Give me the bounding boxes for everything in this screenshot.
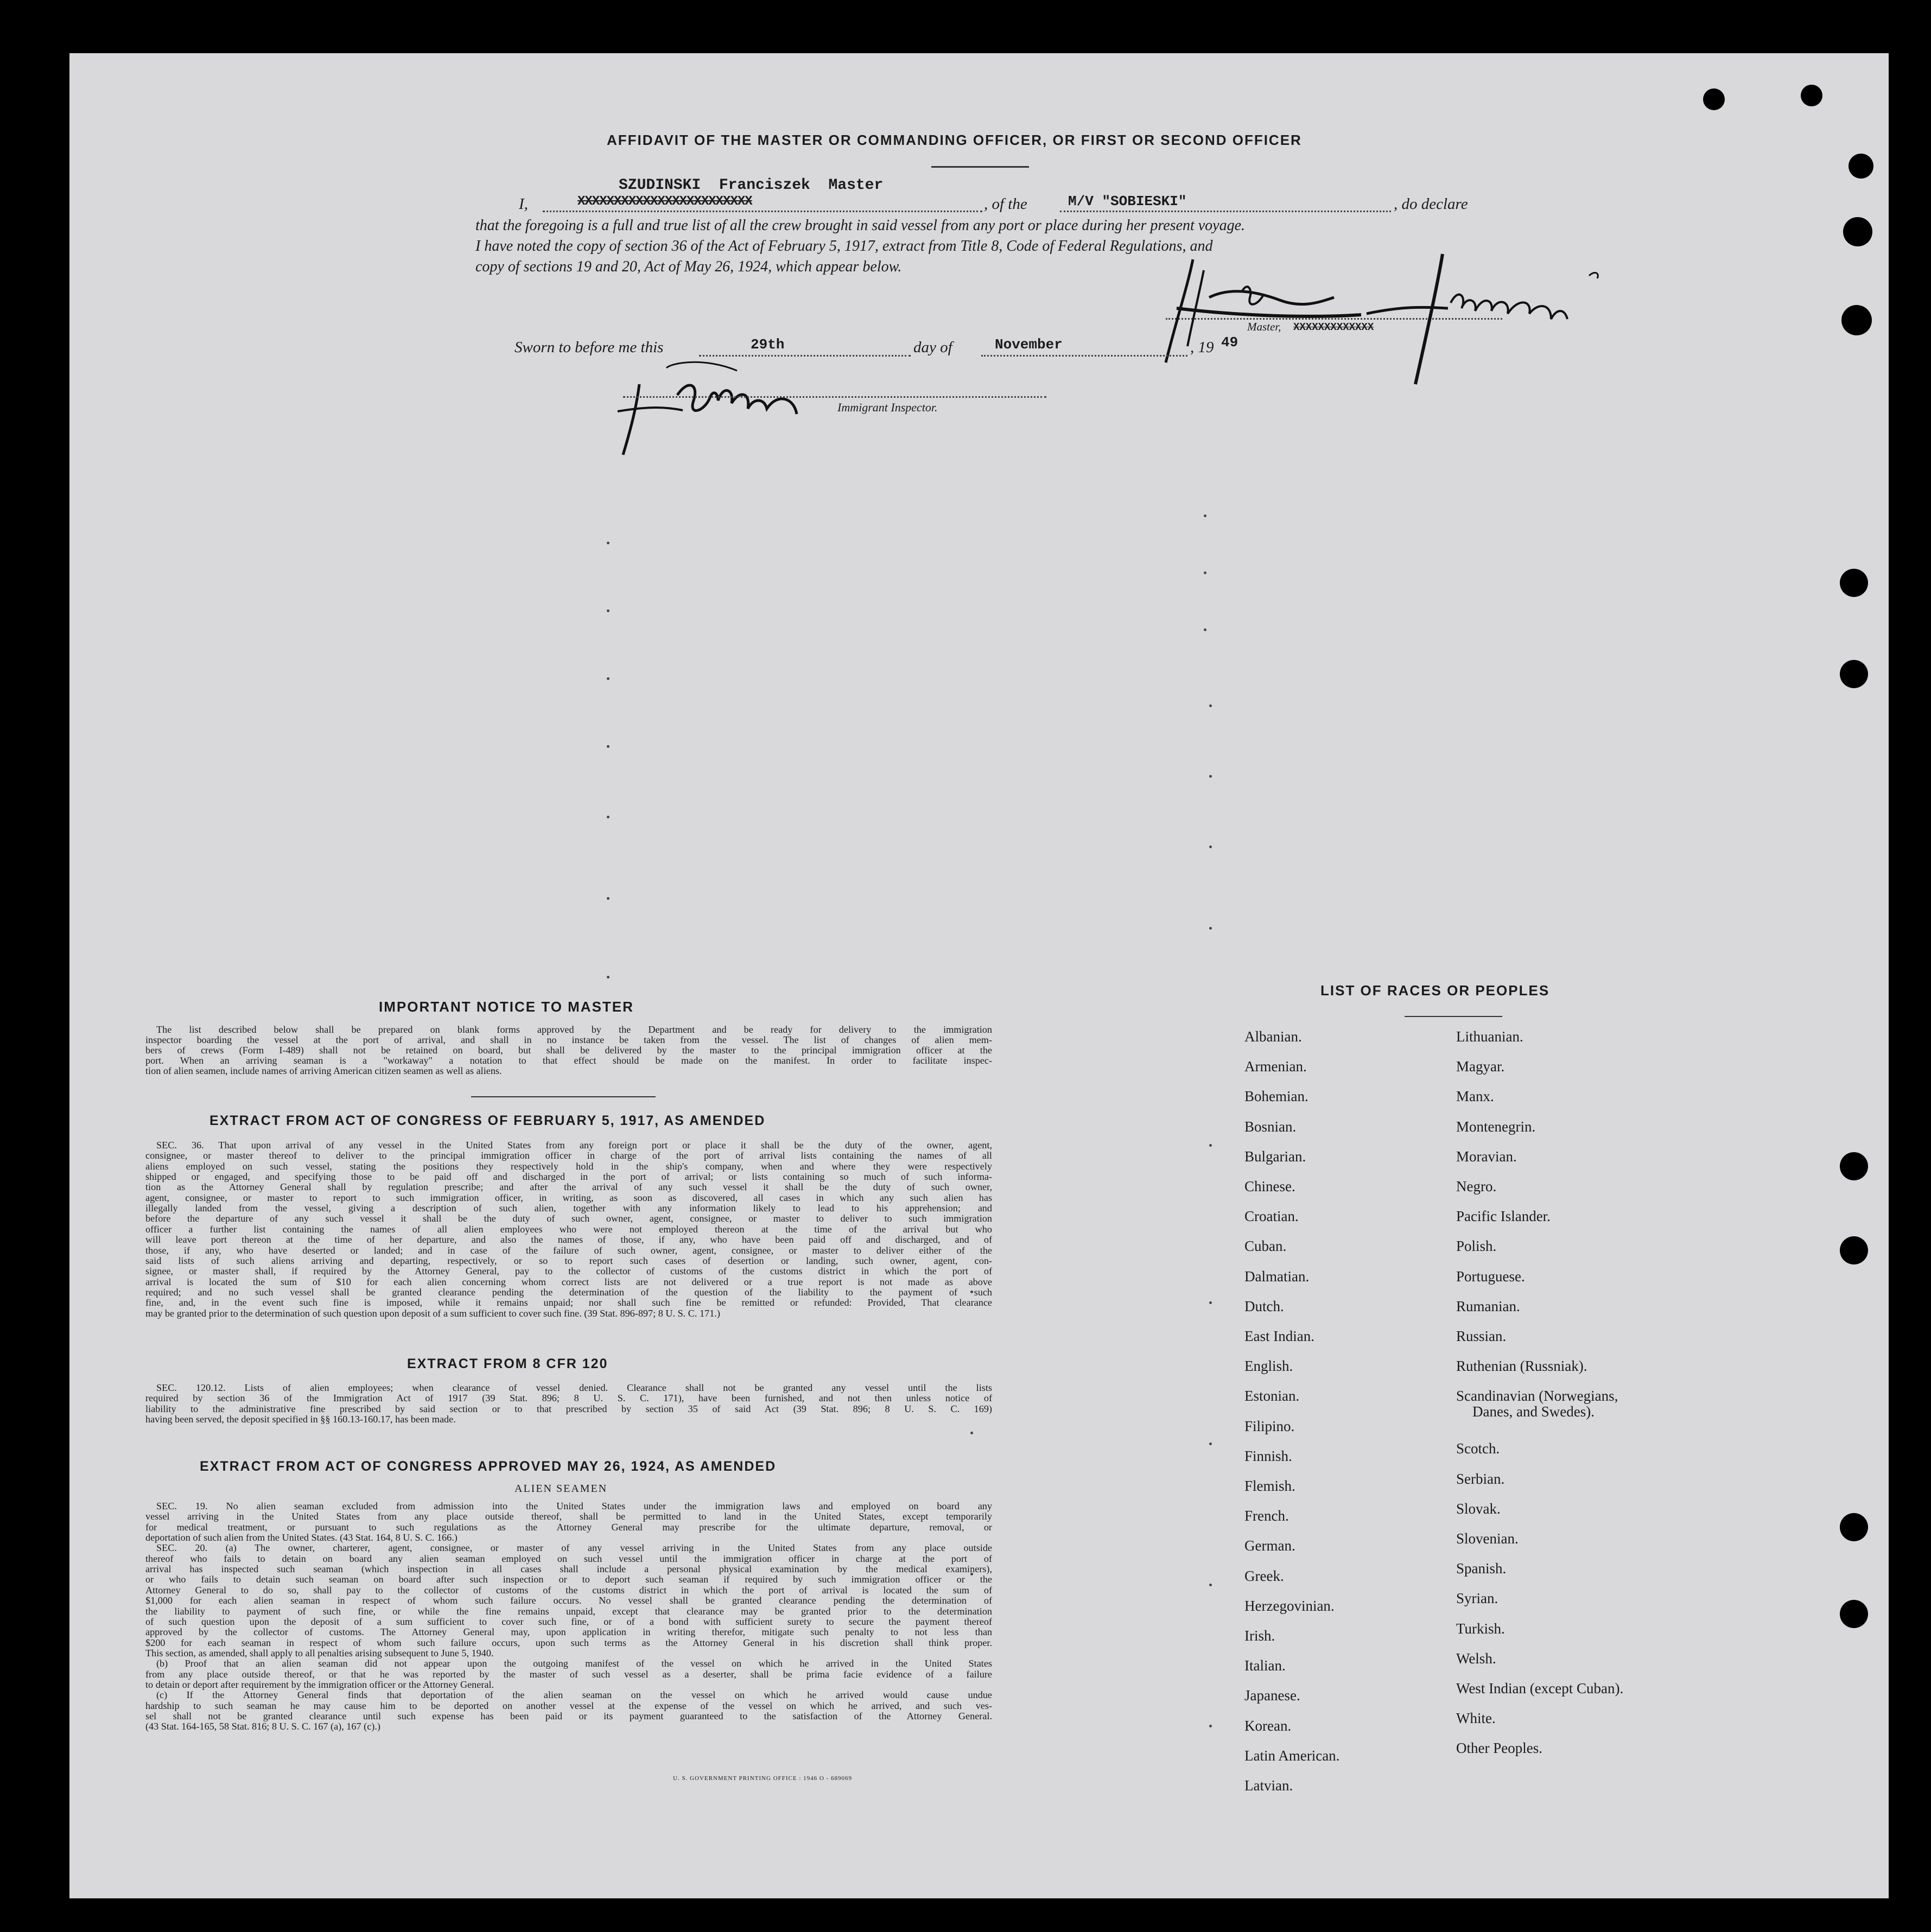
extract1924-line: SEC. 20. (a) The owner, charterer, agent, consignee, or master of any vessel arriving in the United States from any place outside	[156, 1542, 992, 1554]
extract1924-line: from any place outside thereof, or that he was reported by the master of such vessel as a deserter, shall be prima facie evidence of a failure	[145, 1668, 992, 1680]
scan-speck	[1204, 628, 1206, 631]
scan-speck	[1209, 846, 1212, 848]
binder-hole	[1849, 154, 1873, 179]
race-item: Moravian.	[1456, 1148, 1517, 1165]
binder-hole	[1840, 1600, 1868, 1628]
month-line	[981, 355, 1187, 357]
race-item: Dalmatian.	[1244, 1268, 1310, 1285]
notice-rule	[471, 1096, 656, 1097]
extract1924-line: thereof who fails to detain on board any alien seaman employed on such vessel until the immigration officer in charge at the port of	[145, 1553, 992, 1564]
scan-speck	[607, 897, 609, 900]
race-item: Spanish.	[1456, 1560, 1507, 1577]
extract1924-line: (b) Proof that an alien seaman did not appear upon the outgoing manifest of the vessel on which he arrived in the United States	[156, 1658, 992, 1669]
race-item: Japanese.	[1244, 1687, 1300, 1704]
master-name-typed: SZUDINSKI Franciszek Master	[619, 177, 884, 194]
notice-line: The list described below shall be prepared on blank forms approved by the Department and be ready for delivery to the immigration	[156, 1024, 992, 1035]
race-item: Croatian.	[1244, 1208, 1299, 1225]
extract1924-line: sel shall not be granted clearance until such expense has been paid or its payment guaranteed to the satisfaction of the Attorney General.	[145, 1711, 992, 1721]
race-item: Flemish.	[1244, 1478, 1295, 1494]
extract1924-line: hardship to such seaman he may cause him to be deported on another vessel at the expense of the vessel on which he arrived, and such ves-	[145, 1700, 992, 1711]
master-label: Master,	[1247, 320, 1281, 333]
race-item: Russian.	[1456, 1328, 1507, 1344]
race-item: Ruthenian (Russniak).	[1456, 1358, 1587, 1375]
extract1917-line: fine, and, in the event such fine is imposed, while it remains unpaid; nor shall such fine be remitted or refunded: Provided, That clearance	[145, 1297, 992, 1308]
extract1917-line: tion as the Attorney General shall by regulation prescribe; and after the arrival of any such vessel it shall be the duty of such owner,	[145, 1181, 992, 1193]
scan-speck	[1209, 1584, 1212, 1586]
vessel-line	[1060, 211, 1391, 212]
notice-line: inspector boarding the vessel at the port of arrival, and shall in no instance be taken from the vessel. The list of changes of alien mem-	[145, 1034, 992, 1045]
extract1924-line: of such question upon the deposit of a sum sufficient to cover such fine, or of a bond with sufficient surety to secure the payment thereof	[145, 1616, 992, 1627]
extract1924-line: the liability to payment of such fine, or while the fine remains unpaid, except that clearance may be granted prior to the determination	[145, 1605, 992, 1617]
races-rule	[1405, 1016, 1502, 1017]
affidavit-line1: that the foregoing is a full and true list of all the crew brought in said vessel from any port or place during her present voyage.	[475, 217, 1246, 234]
race-item: Latvian.	[1244, 1777, 1293, 1794]
notice-line: tion of alien seamen, include names of arriving American citizen seamen as well as aliens.	[145, 1065, 502, 1076]
race-item: Irish.	[1244, 1628, 1275, 1644]
do-declare-label: , do declare	[1394, 195, 1468, 213]
extract1924-line: or who fails to detain such seaman on board after such inspection or to deport such seaman if required by such immigration officer or the	[145, 1574, 992, 1585]
race-item: Pacific Islander.	[1456, 1208, 1551, 1225]
extract-1917-title: EXTRACT FROM ACT OF CONGRESS OF FEBRUARY 5, 1917, AS AMENDED	[209, 1113, 766, 1128]
race-item: Danes, and Swedes).	[1472, 1403, 1595, 1420]
sworn-day: 29th	[751, 336, 785, 353]
scan-speck	[1209, 1301, 1212, 1304]
extract1924-line: (43 Stat. 164-165, 58 Stat. 816; 8 U. S. C. 167 (a), 167 (c).)	[145, 1721, 380, 1732]
extract1917-line: aliens employed on such vessel, stating the positions they respectively hold in the ship's company, when and where they were respectively	[145, 1160, 992, 1172]
race-item: Scandinavian (Norwegians,	[1456, 1388, 1618, 1404]
struck-name: XXXXXXXXXXXXXXXXXXXXXXXX	[577, 194, 752, 209]
binder-hole	[1703, 88, 1725, 110]
extractCfr-line: having been served, the deposit specified in §§ 160.13-160.17, has been made.	[145, 1414, 456, 1425]
race-item: Serbian.	[1456, 1470, 1505, 1487]
extract1917-line: shipped or engaged, and specifying those to be paid off and discharged in the port of arrival; or lists containing so much of such informa-	[145, 1171, 992, 1183]
day-of-label: day of	[913, 339, 952, 356]
race-item: Finnish.	[1244, 1447, 1292, 1464]
race-item: Albanian.	[1244, 1028, 1302, 1045]
binder-hole	[1801, 85, 1822, 106]
extract1917-line: officer a further list containing the names of all alien employees who were not employed thereon at the time of the arrival but who	[145, 1223, 992, 1235]
race-item: Estonian.	[1244, 1388, 1300, 1404]
scan-speck	[607, 976, 609, 978]
extract1917-line: signee, or master shall, if required by the Attorney General, pay to the collector of customs of the customs district in which the port of	[145, 1266, 992, 1277]
extract1917-line: illegally landed from the vessel, giving a description of such alien, together with any information likely to lead to his apprehension; and	[145, 1203, 992, 1214]
extract1924-line: to detain or deport after requirement by the immigration officer or the Attorney General.	[145, 1679, 494, 1690]
race-item: West Indian (except Cuban).	[1456, 1680, 1624, 1696]
race-item: East Indian.	[1244, 1328, 1314, 1344]
extract-cfr-title: EXTRACT FROM 8 CFR 120	[407, 1356, 608, 1371]
race-item: Magyar.	[1456, 1058, 1505, 1075]
extract1924-line: Attorney General to do so, shall pay to the collector of customs of the customs district in which the port of arrival is located the sum of	[145, 1584, 992, 1596]
race-item: French.	[1244, 1508, 1289, 1524]
race-item: Turkish.	[1456, 1620, 1505, 1637]
race-item: Welsh.	[1456, 1650, 1496, 1667]
handwritten-surname-signature	[1361, 238, 1643, 395]
binder-hole	[1841, 305, 1872, 335]
race-item: Slovenian.	[1456, 1530, 1519, 1547]
notice-line: port. When an arriving seaman is a "workaway" a notation to that effect should be made on the manifest. In order to facilitate inspec-	[145, 1055, 992, 1066]
affidavit-line3: copy of sections 19 and 20, Act of May 26, 1924, which appear below.	[475, 258, 902, 275]
race-item: German.	[1244, 1537, 1295, 1554]
inspector-label: Immigrant Inspector.	[837, 401, 938, 414]
extract1924-line: SEC. 19. No alien seaman excluded from admission into the United States under the immigration laws and employed on board any	[156, 1501, 992, 1511]
race-item: Other Peoples.	[1456, 1740, 1542, 1757]
race-item: Bulgarian.	[1244, 1148, 1306, 1165]
race-item: Chinese.	[1244, 1178, 1295, 1194]
extract1924-line: vessel arriving in the United States from any place outside thereof, shall be permitted to land in the United States, except temporarily	[145, 1511, 992, 1522]
scan-speck	[1209, 1725, 1212, 1727]
binder-hole	[1840, 660, 1868, 688]
notice-title: IMPORTANT NOTICE TO MASTER	[379, 999, 634, 1015]
extract1924-line: $1,000 for each alien seaman in respect of whom such failure occurs. No vessel shall be granted clearance pending the determination of	[145, 1595, 992, 1606]
scan-speck	[1209, 775, 1212, 778]
race-item: Italian.	[1244, 1657, 1286, 1674]
race-item: Herzegovinian.	[1244, 1597, 1335, 1614]
extract1917-line: those, if any, who have deserted or landed; and in case of the failure of such owner, agent, consignee, or master to deliver either of the	[145, 1244, 992, 1256]
year-prefix: , 19	[1190, 339, 1214, 356]
race-item: Polish.	[1456, 1238, 1497, 1255]
race-item: Armenian.	[1244, 1058, 1307, 1075]
scan-speck	[1209, 927, 1212, 930]
scan-speck	[607, 745, 609, 748]
extract1917-line: SEC. 36. That upon arrival of any vessel in the United States from any foreign port or place it shall be the duty of the owner, agent,	[156, 1140, 992, 1151]
document-page	[69, 53, 1889, 1898]
extract1917-line: before the departure of any such vessel it shall be the duty of such owner, agent, consignee, or master to deliver to such immigration	[145, 1213, 992, 1224]
sworn-label: Sworn to before me this	[514, 339, 664, 356]
race-item: Cuban.	[1244, 1238, 1287, 1255]
race-item: Montenegrin.	[1456, 1118, 1536, 1135]
binder-hole	[1840, 569, 1868, 597]
inspector-line	[623, 396, 1046, 398]
extract1924-line: This section, as amended, shall apply to all penalties arising subsequent to June 5, 1940.	[145, 1647, 494, 1658]
race-item: Greek.	[1244, 1567, 1284, 1584]
vessel-name: M/V "SOBIESKI"	[1068, 193, 1187, 209]
affidavit-line2: I have noted the copy of section 36 of the Act of February 5, 1917, extract from Title 8, Code of Federal Regulations, and	[475, 238, 1213, 255]
scan-speck	[607, 677, 609, 680]
extract1924-line: approved by the collector of customs. The Attorney General may, upon application in writing therefor, mitigate such penalty to not less than	[145, 1626, 992, 1638]
extract1917-line: arrival is located the sum of $10 for each alien concerning whom correct lists are not delivered or a true report is not made as above	[145, 1276, 992, 1287]
race-item: Manx.	[1456, 1088, 1494, 1105]
extractCfr-line: SEC. 120.12. Lists of alien employees; when clearance of vessel denied. Clearance shall not be granted any vessel until the lists	[156, 1382, 992, 1393]
extract1924-line: for medical treatment, or pursuant to such regulations as the Attorney General may prescribe for the ultimate departure, removal, or	[145, 1521, 992, 1533]
extract1917-line: agent, consignee, or master to report to such immigration officer, in writing, as soon as discovered, all cases in which any such alien has	[145, 1192, 992, 1203]
race-item: Slovak.	[1456, 1500, 1501, 1517]
extract1917-line: will leave port thereon at the time of her departure, and also the names of those, if any, who have been paid off and discharged, and of	[145, 1234, 992, 1245]
races-title: LIST OF RACES OR PEOPLES	[1320, 982, 1550, 999]
scan-speck	[1209, 1144, 1212, 1147]
extractCfr-line: required by section 36 of the Immigration Act of 1917 (39 Stat. 896; 8 U. S. C. 171), have been furnished, and not then unless notice of	[145, 1393, 992, 1404]
scan-speck	[607, 609, 609, 612]
binder-hole	[1840, 1513, 1868, 1541]
alien-seamen-subtitle: ALIEN SEAMEN	[514, 1483, 608, 1495]
race-item: Latin American.	[1244, 1747, 1340, 1764]
of-the-label: , of the	[984, 195, 1027, 213]
race-item: Lithuanian.	[1456, 1028, 1523, 1045]
race-item: Portuguese.	[1456, 1268, 1525, 1285]
affidavit-title: AFFIDAVIT OF THE MASTER OR COMMANDING OFFICER, OR FIRST OR SECOND OFFICER	[607, 132, 1302, 148]
title-rule	[931, 166, 1029, 168]
race-item: Syrian.	[1456, 1590, 1498, 1607]
extract1924-line: arrival has inspected such seaman (which inspection in all cases shall include a personal physical examination by the medical examiners),	[145, 1564, 992, 1575]
extract1917-line: required; and no such vessel shall be granted clearance pending the determination of the question of the liability to the payment of such	[145, 1286, 992, 1298]
name-line	[543, 211, 982, 212]
binder-hole	[1843, 217, 1872, 246]
extract1924-line: deportation of such alien from the United States. (43 Stat. 164, 8 U. S. C. 166.)	[145, 1532, 458, 1543]
master-struck-title: XXXXXXXXXXXXX	[1293, 321, 1374, 333]
scan-speck	[1204, 571, 1206, 574]
extract1924-line: $200 for each seaman in respect of whom such failure occurs, upon such terms as the Attorney General in his discretion shall think proper.	[145, 1637, 992, 1648]
extract1917-line: may be granted prior to the determination of such question upon deposit of a sum sufficient to cover such fine. (39 Stat. 896-897; 8 U. S. C. 171.)	[145, 1307, 720, 1319]
affidavit-pronoun: I,	[519, 195, 528, 213]
race-item: Filipino.	[1244, 1418, 1295, 1434]
scan-speck	[1204, 514, 1206, 517]
extract-1924-title: EXTRACT FROM ACT OF CONGRESS APPROVED MAY 26, 1924, AS AMENDED	[200, 1459, 777, 1474]
race-item: Bohemian.	[1244, 1088, 1308, 1105]
race-item: Korean.	[1244, 1717, 1292, 1734]
race-item: Negro.	[1456, 1178, 1497, 1194]
scan-speck	[970, 1432, 973, 1434]
extract1924-line: (c) If the Attorney General finds that deportation of the alien seaman on the vessel on which he arrived would cause undue	[156, 1689, 992, 1701]
sworn-year: 49	[1221, 334, 1238, 351]
extract1917-line: said lists of such aliens arriving and departing, respectively, or so to report such cases of desertion or landing, such owner, agent, con-	[145, 1255, 992, 1266]
scan-speck	[607, 542, 609, 544]
extract1917-line: consignee, or master thereof to deliver to the principal immigration officer in charge of the port of arrival lists containing the names of all	[145, 1150, 992, 1161]
scan-speck	[1209, 704, 1212, 707]
sworn-month: November	[995, 336, 1063, 353]
race-item: Scotch.	[1456, 1440, 1500, 1457]
race-item: White.	[1456, 1710, 1496, 1727]
race-item: Dutch.	[1244, 1298, 1284, 1314]
binder-hole	[1840, 1236, 1868, 1264]
race-item: English.	[1244, 1358, 1293, 1375]
scan-speck	[607, 816, 609, 818]
notice-line: bers of crews (Form I-489) shall not be retained on board, but shall be delivered by the master to the principal immigration officer at the	[145, 1045, 992, 1056]
extractCfr-line: liability to the administrative fine prescribed by said section or to that prescribed by section 35 of said Act (39 Stat. 896; 8 U. S. C. 169)	[145, 1403, 992, 1414]
scan-speck	[1209, 1442, 1212, 1445]
printer-imprint: U. S. GOVERNMENT PRINTING OFFICE : 1946 O - 689069	[673, 1775, 853, 1782]
race-item: Rumanian.	[1456, 1298, 1520, 1314]
race-item: Bosnian.	[1244, 1118, 1297, 1135]
binder-hole	[1840, 1152, 1868, 1180]
